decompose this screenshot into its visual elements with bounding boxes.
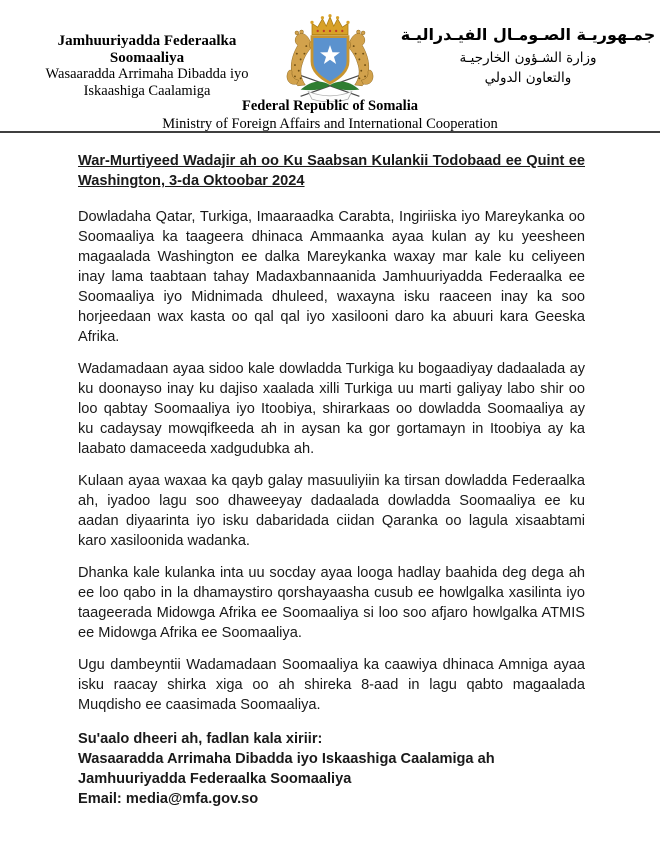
contact-email: Email: media@mfa.gov.so xyxy=(78,791,259,807)
contact-heading: Su'aalo dheeri ah, fadlan kala xiriir: xyxy=(78,731,323,747)
emblem-container xyxy=(268,12,392,102)
org-name-arabic-line3: والتعاون الدولي xyxy=(484,70,572,86)
document-body xyxy=(78,151,585,809)
org-name-english-line2: Ministry of Foreign Affairs and International Cooperation xyxy=(162,116,498,132)
header-divider xyxy=(0,131,660,133)
paragraph-3: Kulaan ayaa waxaa ka qayb galay masuuliyiin ka tirsan dowladda Federaalka ah, iyadoo lagu soo dhaweeyay dadaalada dowladda Soomaaliya ee ku aadan diyaarinta iyo isku dabaridada ciidan Qaranka oo lagula xisaabtami karo xasiloonida wadanka. xyxy=(78,473,585,549)
somalia-coat-of-arms-icon xyxy=(268,12,392,102)
paragraph-4: Dhanka kale kulanka inta uu socday ayaa looga hadlay baahida deg dega ah ee loo qabo in la dhamaystiro qorshayaasha cusub ee howlgalka xasilinta iyo taageerada Midowga Afrika ee Soomaaliya si loo soo afjaro howlgalka ATMIS ee Midowga Afrika ee Soomaaliya. xyxy=(78,565,585,641)
org-name-somali-line2: Wasaaradda Arrimaha Dibadda iyo xyxy=(45,66,249,82)
org-name-english-block xyxy=(0,99,660,132)
paragraph-2: Wadamadaan ayaa sidoo kale dowladda Turkiga ku bogaadiyay dadaalada ay ku doonayso inay ku dajiso xaalada xilli Turkiga uu marti galiyay labo shir oo loo qabtay Soomaaliya iyo Itoobiya, shirarkaas oo dowladda Soomaaliya ay ku cadaysay mowqifkeeda ah in aysan ka gor gortamayn in Itoobiya ay ka laabato damaceeda xadgudubka ah. xyxy=(78,361,585,457)
paragraph-1: Dowladaha Qatar, Turkiga, Imaaraadka Carabta, Ingiriiska iyo Mareykanka oo Soomaaliya ka taageera dhinaca Ammaanka ayaa kulan ay ku yeesheen magaalada Washington ee dalka Mareykanka waxay mar kale ku celiyeen inay lama taabtaan tahay Madaxbannaanida Jamhuuriyadda Federaalka ee Soomaaliya iyo Midnimada dhuleed, waxayna isku raaceen inay ka soo horjeedaan wax kasta oo qal qal iyo xasilooni daro ka abuuri kara Geeska Afrika. xyxy=(78,209,585,345)
press-release-title: War-Murtiyeed Wadajir ah oo Ku Saabsan Kulankii Todobaad ee Quint ee Washington, 3-da Oktoobar 2024 xyxy=(78,153,585,189)
paragraph-5: Ugu dambeyntii Wadamadaan Soomaaliya ka caawiya dhinaca Amniga ayaa isku raacay shirka xiga oo ah shireka 8-aad in lagu qabto magaalada Muqdisho ee caasimada Soomaaliya. xyxy=(78,657,585,713)
org-name-somali-line3: Iskaashiga Caalamiga xyxy=(83,82,211,99)
org-name-arabic-line2: وزارة الشـؤون الخارجيـة xyxy=(459,50,597,66)
org-name-arabic-block xyxy=(400,22,656,88)
org-name-arabic-line1: جمـهوريـة الصـومـال الفيـدراليـة xyxy=(400,25,656,44)
org-name-somali-line1: Jamhuuriyadda Federaalka Soomaaliya xyxy=(57,33,237,66)
org-name-english-line1: Federal Republic of Somalia xyxy=(241,98,418,114)
contact-block xyxy=(78,729,585,809)
contact-org-line1: Wasaaradda Arrimaha Dibadda iyo Iskaashiga Caalamiga ah xyxy=(78,751,495,767)
contact-org-line2: Jamhuuriyadda Federaalka Soomaaliya xyxy=(78,771,352,787)
org-name-somali-block xyxy=(20,33,274,99)
